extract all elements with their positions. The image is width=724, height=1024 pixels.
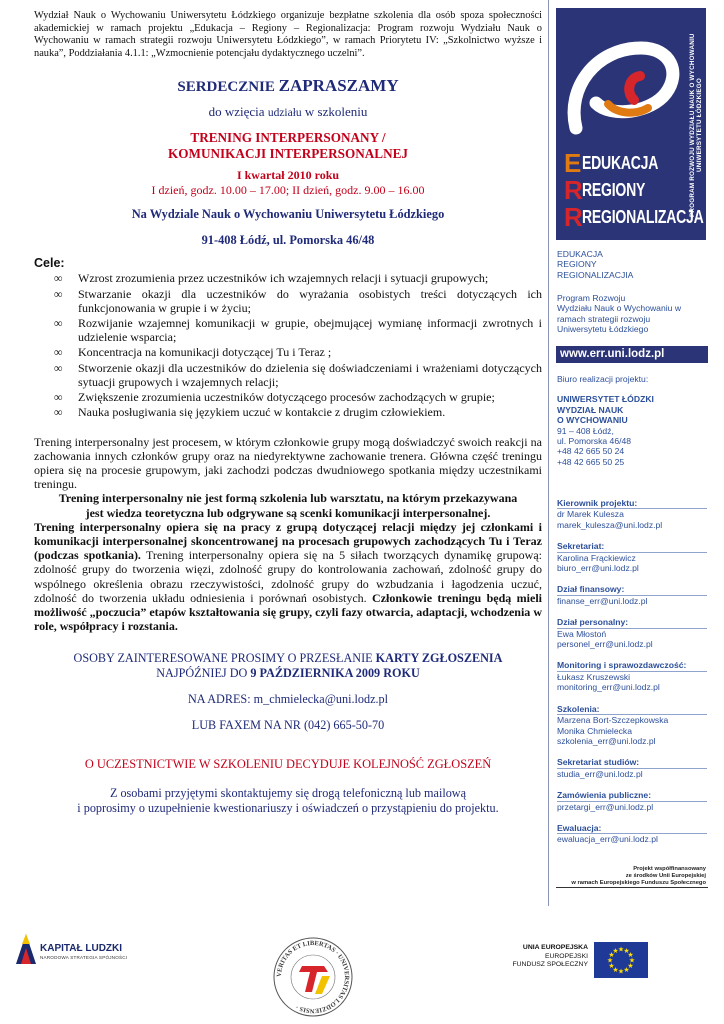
eu-line-3: FUNDUSZ SPOŁECZNY <box>512 961 588 969</box>
contact-line: dr Marek Kulesza <box>557 509 624 520</box>
contact-block <box>557 790 717 812</box>
contact-email[interactable]: szkolenia_err@uni.lodz.pl <box>557 735 656 746</box>
contact-email[interactable]: ewaluacja_err@uni.lodz.pl <box>557 834 658 845</box>
cta-line1-bold: KARTY ZGŁOSZENIA <box>375 651 503 666</box>
infinity-bullet-icon: ∞ <box>54 390 63 404</box>
bureau-bold-line: WYDZIAŁ NAUK <box>557 404 624 415</box>
cofinance-rule <box>556 887 708 888</box>
eu-star-icon: ★ <box>628 956 636 965</box>
infinity-bullet-icon: ∞ <box>54 315 63 330</box>
eu-star-icon: ★ <box>617 967 625 976</box>
invite-heading <box>34 76 542 96</box>
bureau-bold-line: UNIWERSYTET ŁÓDZKI <box>557 394 654 405</box>
logo-row-regiony <box>564 177 706 204</box>
eu-star-icon: ★ <box>623 966 630 975</box>
logo-vertical-text: PROGRAM ROZWOJU WYDZIAŁU NAUK O WYCHOWANIU UNIWERSYTETU ŁÓDZKIEGO <box>689 33 703 217</box>
eu-star-icon: ★ <box>608 962 615 970</box>
goals-label: Cele: <box>34 256 65 271</box>
cta-fax: LUB FAXEM NA NR (042) 665-50-70 <box>191 718 385 733</box>
cta-email[interactable]: NA ADRES: m_chmielecka@uni.lodz.pl <box>187 692 389 707</box>
cofinance-note <box>556 866 708 887</box>
p3-normal: Trening interpersonalny opiera się na 5 siłach tworzących dynamikę grupową: zdolność grupy do tworzenia więzi, zdolność grupy do kontrolowania zachowań, zdolność grupy do wspólnego określenia obrazu rzeczywistości, zdolność grupy do wzbudzania i łagodzenia uczuć, zdolność do tworzenia układu odniesienia i porównań osobistych. <box>34 548 542 605</box>
contact-head: Zamówienia publiczne: <box>557 790 707 801</box>
logo-letter-r2: R <box>564 202 583 232</box>
goal-text: Koncentracja na komunikacji dotyczącej Tu i Teraz ; <box>78 345 332 360</box>
goal-text: Rozwijanie wzajemnej komunikacji w grupie, obejmującej wymianę informacji zwrotnych i udzielenie wsparcia; <box>78 315 542 345</box>
program-line: Uniwersytetu Łódzkiego <box>557 324 649 335</box>
logo-word-edukacja: EDUKACJA <box>582 153 659 173</box>
contact-email[interactable]: marek_kulesza@uni.lodz.pl <box>557 519 663 530</box>
final-line-1: Z osobami przyjętymi skontaktujemy się drogą telefoniczną lub mailową <box>109 786 467 801</box>
contact-head: Ewaluacja: <box>557 823 707 834</box>
eu-star-icon: ★ <box>606 956 614 965</box>
logo-row-regionalizacja <box>564 204 706 231</box>
goals-list <box>34 271 542 419</box>
logo-row-edukacja <box>564 150 706 177</box>
bureau-line: 91 – 408 Łódź, <box>557 425 614 436</box>
name-line: EDUKACJA <box>557 249 603 259</box>
eu-star-icon: ★ <box>627 962 634 970</box>
goal-item <box>54 405 542 419</box>
eu-star-icon: ★ <box>617 945 625 954</box>
training-address: 91-408 Łódź, ul. Pomorska 46/48 <box>201 233 375 248</box>
contact-line: Ewa Młostoń <box>557 628 607 639</box>
contact-line: Marzena Bort-Szczepkowska <box>557 715 669 726</box>
name-line: REGIONY <box>557 259 597 270</box>
body-paragraph-3 <box>34 520 542 634</box>
quarter: I kwartał 2010 roku <box>236 168 340 183</box>
invite-subheading <box>34 104 542 120</box>
sidebar-program <box>557 293 717 335</box>
contact-line: Monika Chmielecka <box>557 725 632 736</box>
goal-item <box>54 287 542 315</box>
contact-block <box>557 660 717 692</box>
cta-block <box>34 651 542 681</box>
goal-text: Stworzenie okazji dla uczestników do dzielenia się doświadczeniami i wrażeniami dotyczących sytuacji grupowych i wzajemnych relacji; <box>78 360 542 389</box>
eu-star-icon: ★ <box>612 966 619 975</box>
sidebar-bureau <box>557 374 717 467</box>
intro-paragraph: Wydział Nauk o Wychowaniu Uniwersytetu Łódzkiego organizuje bezpłatne szkolenia dla osób spoza społeczności akademickiej w ramach projektu „Edukacja – Regiony – Regionalizacja: Program rozwoju Wydziału Nauk o Wychowaniu w ramach strategii rozwoju Uniwersytetu Łódzkiego”, w ramach Priorytetu IV: „Szkolnictwo wyższe i nauka”, Poddziałania 4.1.1: „Wzmocnienie potencjału dydaktycznego uczelni”. <box>34 10 542 59</box>
p3-bold: Trening interpersonalny opiera się na pracy z grupą dotyczącej relacji między jej członkami i komunikacji interpersonalnej skoncentrowanej na procesach grupowych zachodzących Tu i Teraz (podczas spotkania). <box>34 519 542 563</box>
final-note <box>34 786 542 816</box>
cta-line1-prefix: OSOBY ZAINTERESOWANE PROSIMY O PRZESŁANIE <box>73 651 376 666</box>
contact-block <box>557 823 717 845</box>
kl-title: KAPITAŁ LUDZKI <box>40 943 123 954</box>
contact-block <box>557 541 717 573</box>
cofinance-line: Projekt współfinansowany <box>633 866 706 872</box>
bureau-bold-line: O WYCHOWANIU <box>557 415 628 426</box>
title-line-2: KOMUNIKACJI INTERPERSONALNEJ <box>168 146 408 162</box>
contact-head: Sekretariat studiów: <box>557 757 707 768</box>
logo-letter-e: E <box>564 148 582 178</box>
eu-line-2: EUROPEJSKI <box>544 952 588 960</box>
sidebar-divider <box>548 0 549 906</box>
p3-bold-2: Członkowie treningu będą mieli możliwość „poczucia” etapów kształtowania się grupy, czyli fazy otwarcia, adaptacji, wchodzenia w role, współpracy i rozstania. <box>34 590 542 634</box>
eu-flag-icon <box>594 942 648 978</box>
infinity-bullet-icon: ∞ <box>54 271 63 286</box>
body-paragraph-1: Trening interpersonalny jest procesem, w którym członkowie grupy mogą doświadczyć swoich reakcji na zachowania innych członków grupy oraz na niedyrektywne zachowanie trenera. Główna część treningu opiera się na procesie grupowym, jaki zachodzi podczas dwudniowego spotkania między uczestnikami treningu. <box>34 435 542 492</box>
order-notice: O UCZESTNICTWIE W SZKOLENIU DECYDUJE KOLEJNOŚĆ ZGŁOSZEŃ <box>84 757 492 772</box>
goal-item <box>54 345 542 359</box>
cofinance-line: ze środków Unii Europejskiej <box>625 873 706 879</box>
sub-prefix: do wzięcia <box>208 104 268 120</box>
invite-big: ZAPRASZAMY <box>278 76 399 96</box>
main-column <box>34 10 542 816</box>
contact-email[interactable]: studia_err@uni.lodz.pl <box>557 768 643 779</box>
infinity-bullet-icon: ∞ <box>54 360 63 375</box>
goal-item <box>54 316 542 344</box>
infinity-bullet-icon: ∞ <box>54 405 63 420</box>
sub-suffix: w szkoleniu <box>301 104 368 120</box>
eu-star-icon: ★ <box>612 946 619 955</box>
goal-text: Wzrost zrozumienia przez uczestników ich wzajemnych relacji i sytuacji grupowych; <box>78 271 489 286</box>
infinity-bullet-icon: ∞ <box>54 345 63 360</box>
bureau-line: +48 42 665 50 24 <box>557 446 625 457</box>
contact-line: Karolina Frąckiewicz <box>557 552 636 563</box>
contact-head: Monitoring i sprawozdawczość: <box>557 660 707 671</box>
contact-head: Kierownik projektu: <box>557 498 707 509</box>
contact-email[interactable]: finanse_err@uni.lodz.pl <box>557 595 648 606</box>
contact-head: Dział personalny: <box>557 617 707 628</box>
seal-text: VERITAS ET LIBERTAS · UNIVERSITAS LODZIENSIS · <box>275 939 351 1015</box>
program-line: Program Rozwoju <box>557 293 626 303</box>
eu-star-icon: ★ <box>608 951 615 959</box>
contact-head: Szkolenia: <box>557 704 707 715</box>
infinity-bullet-icon: ∞ <box>54 286 63 301</box>
training-title <box>34 130 542 162</box>
training-place: Na Wydziale Nauk o Wychowaniu Uniwersytetu Łódzkiego <box>131 207 445 222</box>
training-term <box>34 168 542 198</box>
contact-email[interactable]: biuro_err@uni.lodz.pl <box>557 563 639 574</box>
contact-email[interactable]: monitoring_err@uni.lodz.pl <box>557 682 660 693</box>
kapital-ludzki-logo <box>14 930 134 970</box>
goal-item <box>54 361 542 389</box>
sidebar-contacts <box>557 498 717 856</box>
goal-item <box>54 390 542 404</box>
bureau-line: ul. Pomorska 46/48 <box>557 436 632 447</box>
bureau-label: Biuro realizacji projektu: <box>557 374 649 384</box>
eu-star-icon: ★ <box>623 946 630 955</box>
contact-block <box>557 704 717 747</box>
contact-block <box>557 498 717 530</box>
bureau-line: +48 42 665 50 25 <box>557 456 625 467</box>
err-logo <box>556 8 706 240</box>
contact-email[interactable]: przetargi_err@uni.lodz.pl <box>557 801 654 812</box>
eu-text <box>502 944 588 970</box>
contact-block <box>557 617 717 649</box>
university-seal-icon <box>272 936 354 1018</box>
cta-deadline: 9 PAŹDZIERNIKA 2009 ROKU <box>250 666 420 681</box>
goal-text: Zwiększenie zrozumienia uczestników dotyczącego procesów zachodzących w grupie; <box>78 390 495 404</box>
logo-letter-r1: R <box>564 175 583 205</box>
contact-head: Dział finansowy: <box>557 584 707 595</box>
contact-block <box>557 584 717 606</box>
hours: I dzień, godz. 10.00 – 17.00; II dzień, godz. 9.00 – 16.00 <box>151 183 425 198</box>
logo-word-regionalizacja: REGIONALIZACJA <box>582 207 704 227</box>
final-line-2: i poprosimy o uzupełnienie kwestionariuszy i oświadczeń o przystąpieniu do projektu. <box>77 801 499 816</box>
body-paragraph-2: Trening interpersonalny nie jest formą szkolenia lub warsztatu, na którym przekazywana jest wiedza teoretyczna lub odgrywane są scenki komunikacji interpersonalnej. <box>58 491 518 520</box>
contact-email[interactable]: personel_err@uni.lodz.pl <box>557 639 653 650</box>
logo-words <box>564 150 706 231</box>
eu-star-icon: ★ <box>627 951 634 959</box>
sidebar-project-name <box>557 249 717 280</box>
program-line: ramach strategii rozwoju <box>557 313 651 324</box>
contact-block <box>557 757 717 779</box>
cta-line2-prefix: NAJPÓŹNIEJ DO <box>156 666 251 681</box>
cofinance-line: w ramach Europejskiego Funduszu Społecznego <box>571 880 706 886</box>
name-line: REGIONALIZACJIA <box>557 269 634 280</box>
contact-line: Łukasz Kruszewski <box>557 671 631 682</box>
goal-text: Nauka posługiwania się językiem uczuć w kontakcie z drugim człowiekiem. <box>78 405 446 420</box>
goal-item <box>54 271 542 285</box>
contact-head: Sekretariat: <box>557 541 707 552</box>
goal-text: Stwarzanie okazji dla uczestników do wyrażania osobistych treści dotyczących ich funkcjonowania w grupie i w życiu; <box>78 286 542 315</box>
logo-swoosh-icon <box>556 8 706 148</box>
website-link[interactable]: www.err.uni.lodz.pl <box>556 346 708 363</box>
program-line: Wydziału Nauk o Wychowaniu w <box>557 303 682 314</box>
invite-prefix: SERDECZNIE <box>177 79 279 96</box>
kl-subtitle: NARODOWA STRATEGIA SPÓJNOŚCI <box>40 955 128 960</box>
kapital-ludzki-icon <box>14 930 38 966</box>
eu-line-1: UNIA EUROPEJSKA <box>522 944 588 951</box>
title-line-1: TRENING INTERPERSONANY / <box>190 130 386 146</box>
logo-word-regiony: REGIONY <box>582 180 646 200</box>
sub-small: udziału <box>267 107 302 120</box>
